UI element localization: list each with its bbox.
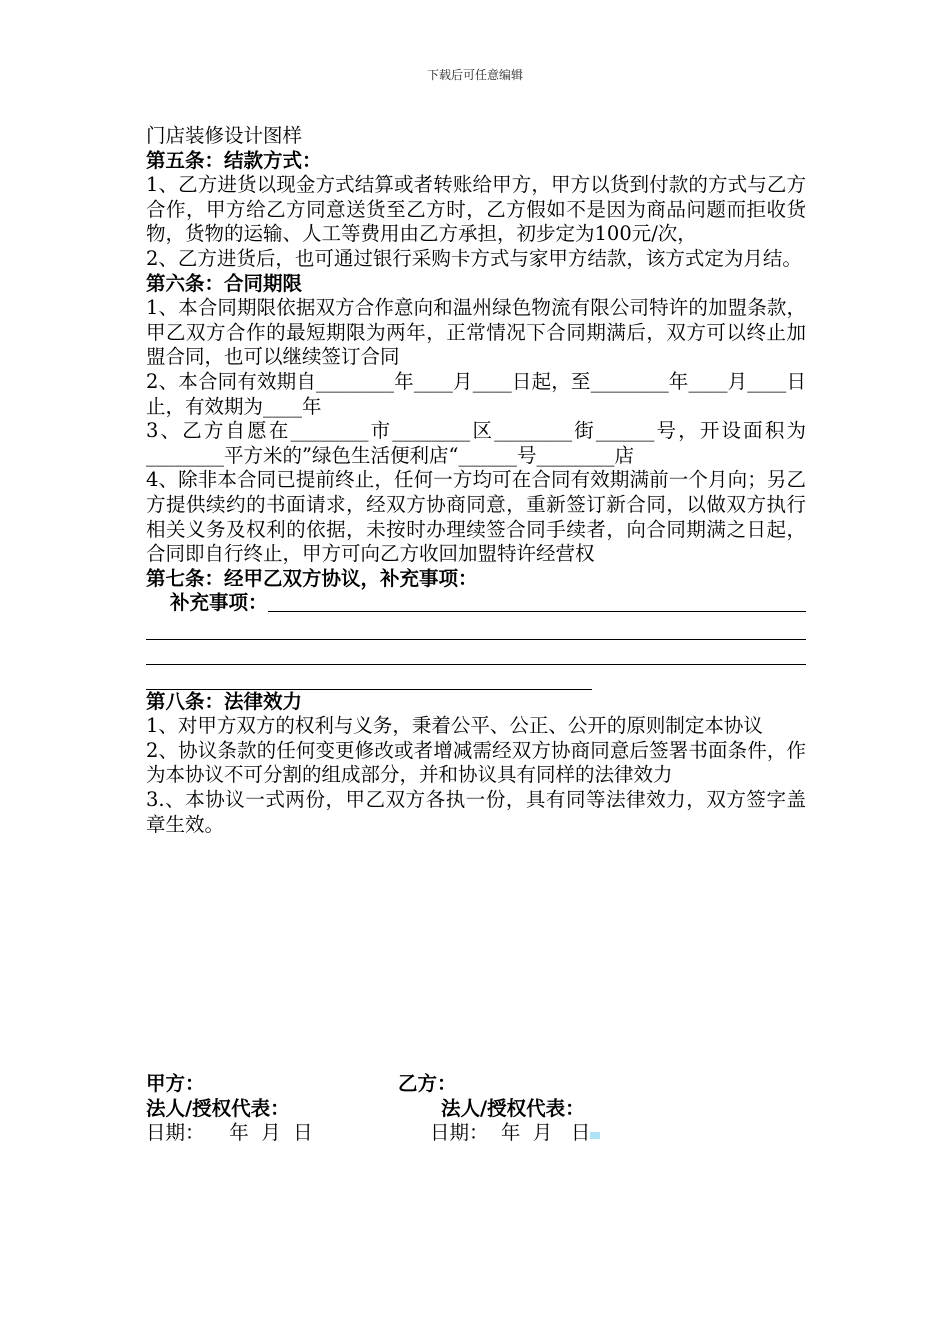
signature-row-party	[146, 1072, 457, 1097]
article-6-clause-4: 4、除非本合同已提前终止，任何一方均可在合同有效期满前一个月向；另乙方提供续约的书面请求，经双方协商同意，重新签订新合同，以做双方执行相关义务及权利的依据，未按时办理续签合同手续者，向合同期满之日起，合同即自行终止，甲方可向乙方收回加盟特许经营权	[146, 468, 806, 566]
article-5-heading: 第五条：结款方式：	[146, 148, 322, 172]
party-b-date-wrap	[430, 1121, 600, 1146]
article-8-heading: 第八条：法律效力	[146, 689, 303, 713]
party-b-representative: 法人/授权代表：	[441, 1097, 585, 1120]
supplementary-blank-4	[146, 665, 592, 690]
signature-row-date	[146, 1121, 591, 1146]
article-6-clause-2: 2、本合同有效期自________年____月____日起，至________年____月____日止，有效期为____年	[146, 369, 806, 418]
party-a-representative: 法人/授权代表：	[146, 1097, 290, 1120]
article-5-clause-1: 1、乙方进货以现金方式结算或者转账给甲方，甲方以货到付款的方式与乙方合作，甲方给乙方同意送货至乙方时，乙方假如不是因为商品问题而拒收货物，货物的运输、人工等费用由乙方承担，初步定为100元/次，	[146, 173, 806, 246]
article-8-clause-2: 2、协议条款的任何变更修改或者增减需经双方协商同意后签署书面条件，作为本协议不可分割的组成部分，并和协议具有同样的法律效力	[146, 738, 806, 787]
doc-title: 门店装修设计图样	[146, 124, 303, 147]
party-b-label: 乙方：	[398, 1072, 457, 1095]
article-6-clause-3: 3、乙方自愿在________市________区________街______号，开设面积为________平方米的”绿色生活便利店“______号________店	[146, 419, 806, 467]
party-a-date: 日期： 年 月 日	[146, 1121, 313, 1144]
article-5-clause-2: 2、乙方进货后，也可通过银行采购卡方式与家甲方结款，该方式定为月结。	[146, 246, 802, 270]
supplementary-blank-1	[268, 591, 806, 612]
page-header-note: 下载后可任意编辑	[426, 68, 523, 82]
supplementary-blank-3	[146, 640, 806, 665]
supplementary-label: 补充事项：	[170, 591, 268, 615]
article-8-clause-1: 1、对甲方双方的权利与义务，秉着公平、公正、公开的原则制定本协议	[146, 714, 763, 738]
article-6-heading: 第六条：合同期限	[146, 271, 303, 295]
contract-body	[146, 124, 806, 837]
article-7-heading: 第七条：经甲乙双方协议，补充事项：	[146, 566, 478, 590]
text-cursor-marker	[590, 1132, 600, 1139]
signature-row-rep	[146, 1097, 585, 1122]
party-a-label: 甲方：	[146, 1072, 205, 1095]
party-b-date: 日期： 年 月 日	[430, 1121, 591, 1144]
article-6-clause-1: 1、本合同期限依据双方合作意向和温州绿色物流有限公司特许的加盟条款，甲乙双方合作的最短期限为两年，正常情况下合同期满后，双方可以终止加盟合同，也可以继续签订合同	[146, 296, 806, 369]
supplementary-blank-2	[146, 616, 806, 641]
supplementary-line-1	[146, 591, 806, 616]
article-8-clause-3: 3.、本协议一式两份，甲乙双方各执一份，具有同等法律效力，双方签字盖章生效。	[146, 788, 806, 836]
